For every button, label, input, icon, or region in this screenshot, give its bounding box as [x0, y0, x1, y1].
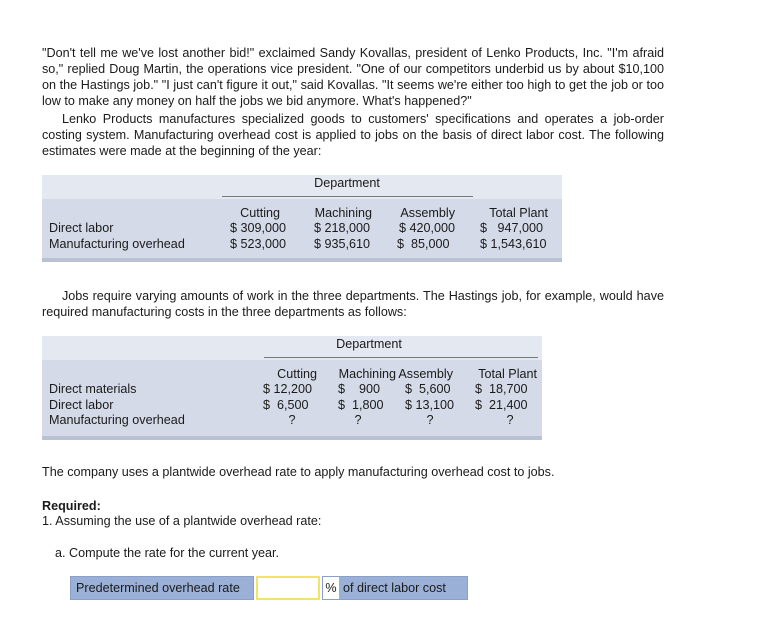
col-header-machining: Machining: [314, 206, 372, 220]
cell-value: $ 935,610: [313, 237, 370, 251]
unknown-value: ?: [506, 413, 514, 427]
percent-symbol: %: [323, 577, 339, 599]
cell-value: $ 85,000: [397, 237, 450, 251]
intro-paragraph: "Don't tell me we've lost another bid!" exclaimed Sandy Kovallas, president of Lenko Products, Inc. "I'm afraid so," replied Doug Martin, the operations vice president. "One of our competitors underbid us by about $10,100 on the Hastings job." "I just can't figure it out," said Kovallas. "It seems we're either too high to get the job or too low to make any money on half the jobs we bid anymore. What's happened?": [42, 46, 664, 108]
cell-value: $ 5,600: [405, 382, 451, 396]
cell-value: $ 218,000: [313, 221, 370, 235]
cell-value: $ 18,700: [475, 382, 528, 396]
hastings-costs-table: [42, 336, 542, 440]
cell-value: $ 12,200: [263, 382, 313, 396]
unknown-value: ?: [354, 413, 362, 427]
overhead-rate-input[interactable]: [256, 576, 320, 600]
department-underline: [264, 357, 538, 358]
department-header: Department: [336, 337, 402, 351]
row-label-direct-materials: Direct materials: [49, 382, 137, 396]
col-header-cutting: Cutting: [277, 367, 317, 381]
col-header-total-plant: Total Plant: [478, 367, 537, 381]
unit-text: of direct labor cost: [343, 581, 446, 595]
cell-value: $ 420,000: [398, 221, 455, 235]
department-header: Department: [314, 176, 380, 190]
row-label-direct-labor: Direct labor: [49, 398, 114, 412]
estimates-table: [42, 175, 562, 262]
unknown-value: ?: [426, 413, 434, 427]
cell-value: $ 947,000: [480, 221, 544, 235]
row-label-manufacturing-overhead: Manufacturing overhead: [49, 237, 185, 251]
requirement-a: a. Compute the rate for the current year.: [55, 546, 280, 560]
cell-value: $ 6,500: [263, 398, 309, 412]
setup-paragraph: Lenko Products manufactures specialized goods to customers' specifications and operates a job-order costing system. Manufacturing overhead cost is applied to jobs on the basis of direct labor cost. The following estimates were made at the beginning of the year:: [42, 112, 664, 158]
row-label-direct-labor: Direct labor: [49, 221, 114, 235]
cell-value: $ 309,000: [229, 221, 286, 235]
requirement-1: 1. Assuming the use of a plantwide overhead rate:: [42, 514, 322, 528]
cell-value: $ 13,100: [405, 398, 455, 412]
rate-label: Predetermined overhead rate: [70, 576, 254, 600]
row-label-manufacturing-overhead: Manufacturing overhead: [49, 413, 185, 427]
cell-value: $ 1,543,610: [480, 237, 547, 251]
cell-value: $ 523,000: [229, 237, 286, 251]
plantwide-paragraph: The company uses a plantwide overhead rate to apply manufacturing overhead cost to jobs.: [42, 465, 555, 479]
col-header-total-plant: Total Plant: [489, 206, 548, 220]
cell-value: $ 21,400: [475, 398, 528, 412]
department-underline: [222, 196, 473, 197]
col-header-machining: Machining: [338, 367, 396, 381]
rate-unit: [322, 576, 468, 600]
cell-value: $ 900: [338, 382, 381, 396]
col-header-cutting: Cutting: [240, 206, 280, 220]
required-heading: Required:: [42, 499, 101, 513]
col-header-assembly: Assembly: [400, 206, 455, 220]
hastings-paragraph: Jobs require varying amounts of work in the three departments. The Hastings job, for example, would have required manufacturing costs in the three departments as follows:: [42, 289, 664, 319]
cell-value: $ 1,800: [338, 398, 384, 412]
col-header-assembly: Assembly: [398, 367, 453, 381]
unknown-value: ?: [288, 413, 296, 427]
